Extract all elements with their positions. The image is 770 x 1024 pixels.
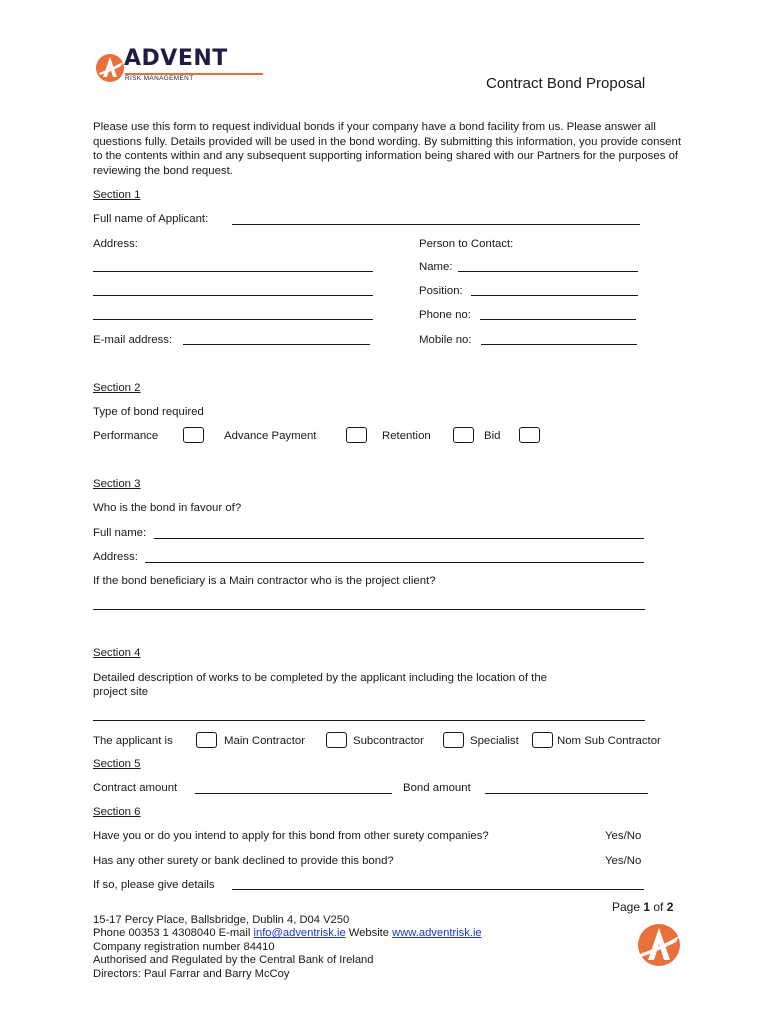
retention-checkbox[interactable] [453, 427, 474, 443]
nom-sub-contractor-checkbox[interactable] [532, 732, 553, 748]
beneficiary-name-field[interactable] [154, 538, 644, 539]
phone-label: Phone no: [419, 309, 471, 321]
footer-phone: Phone 00353 1 4308040 E-mail [93, 927, 254, 940]
section-3-heading: Section 3 [93, 478, 141, 490]
phone-field[interactable] [480, 319, 636, 320]
page-current: 1 [643, 900, 651, 914]
mobile-field[interactable] [481, 344, 637, 345]
logo-name: ADVENT [124, 46, 228, 71]
page-of: of [650, 900, 667, 914]
footer-regulated: Authorised and Regulated by the Central Bank of Ireland [93, 954, 374, 967]
address-label: Address: [93, 238, 138, 250]
footer-directors: Directors: Paul Farrar and Barry McCoy [93, 967, 290, 980]
page-number [612, 900, 673, 914]
page-title: Contract Bond Proposal [486, 75, 646, 92]
intro-paragraph: Please use this form to request individual bonds if your company have a bond facility from us. Please answer all questions fully. Details provided will be used in the bond wording. By submitting this information, you provide consent to the contents within and any subsequent supporting information being shared with our Partners for the purposes of reviewing the bond request. [93, 121, 681, 177]
mobile-label: Mobile no: [419, 334, 472, 346]
specialist-checkbox[interactable] [443, 732, 464, 748]
section-5-heading: Section 5 [93, 758, 141, 770]
page-prefix: Page [612, 900, 644, 914]
option-subcontractor-label: Subcontractor [353, 735, 424, 747]
details-label: If so, please give details [93, 879, 215, 891]
footer-logo-mark-icon [632, 918, 686, 968]
works-description-question-line-2: project site [93, 686, 149, 698]
main-contractor-question: If the bond beneficiary is a Main contractor who is the project client? [93, 575, 436, 587]
footer-registration: Company registration number 84410 [93, 940, 275, 953]
option-nom-sub-contractor-label: Nom Sub Contractor [557, 735, 661, 747]
position-field[interactable] [471, 295, 638, 296]
applicant-name-field[interactable] [232, 224, 640, 225]
section-6-heading: Section 6 [93, 806, 141, 818]
page-total: 2 [666, 900, 674, 914]
footer-website-prefix: Website [345, 927, 393, 940]
beneficiary-address-field[interactable] [145, 562, 644, 563]
performance-checkbox[interactable] [183, 427, 204, 443]
address-line-2[interactable] [93, 295, 373, 296]
advent-logo-mark-icon [94, 44, 126, 90]
advent-logo [94, 44, 269, 90]
contact-name-label: Name: [419, 261, 453, 273]
footer [93, 914, 482, 981]
project-client-field[interactable] [93, 609, 645, 610]
footer-contact-line [93, 927, 482, 940]
option-advance-payment-label: Advance Payment [224, 430, 317, 442]
beneficiary-name-label: Full name: [93, 527, 147, 539]
bid-checkbox[interactable] [519, 427, 540, 443]
bond-amount-field[interactable] [485, 793, 648, 794]
option-main-contractor-label: Main Contractor [224, 735, 306, 747]
details-field[interactable] [232, 889, 644, 890]
person-to-contact-label: Person to Contact: [419, 238, 514, 250]
logo-subtitle: RISK MANAGEMENT [125, 75, 194, 82]
section-4-heading: Section 4 [93, 647, 141, 659]
option-bid-label: Bid [484, 430, 501, 442]
position-label: Position: [419, 285, 463, 297]
applicant-is-label: The applicant is [93, 735, 173, 747]
address-line-3[interactable] [93, 319, 373, 320]
option-specialist-label: Specialist [470, 735, 519, 747]
declined-answer[interactable]: Yes/No [605, 855, 642, 867]
subcontractor-checkbox[interactable] [326, 732, 347, 748]
contract-amount-field[interactable] [195, 793, 392, 794]
section-1-heading: Section 1 [93, 189, 141, 201]
beneficiary-question: Who is the bond in favour of? [93, 502, 242, 514]
contract-amount-label: Contract amount [93, 782, 178, 794]
option-performance-label: Performance [93, 430, 159, 442]
other-surety-question: Have you or do you intend to apply for this bond from other surety companies? [93, 830, 489, 842]
other-surety-answer[interactable]: Yes/No [605, 830, 642, 842]
beneficiary-address-label: Address: [93, 551, 138, 563]
footer-address: 15-17 Percy Place, Ballsbridge, Dublin 4, D04 V250 [93, 914, 350, 926]
bond-amount-label: Bond amount [403, 782, 471, 794]
email-field[interactable] [183, 344, 370, 345]
works-description-field[interactable] [93, 720, 645, 721]
footer-website-link[interactable]: www.adventrisk.ie [392, 927, 482, 940]
contact-name-field[interactable] [458, 271, 638, 272]
footer-email-link[interactable]: info@adventrisk.ie [253, 927, 346, 940]
address-line-1[interactable] [93, 271, 373, 272]
works-description-question-line-1: Detailed description of works to be completed by the applicant including the location of the [93, 672, 548, 684]
main-contractor-checkbox[interactable] [196, 732, 217, 748]
option-retention-label: Retention [382, 430, 431, 442]
applicant-name-label: Full name of Applicant: [93, 213, 209, 225]
bond-type-question: Type of bond required [93, 406, 204, 418]
declined-question: Has any other surety or bank declined to provide this bond? [93, 855, 394, 867]
section-2-heading: Section 2 [93, 382, 141, 394]
advance-payment-checkbox[interactable] [346, 427, 367, 443]
email-label: E-mail address: [93, 334, 173, 346]
